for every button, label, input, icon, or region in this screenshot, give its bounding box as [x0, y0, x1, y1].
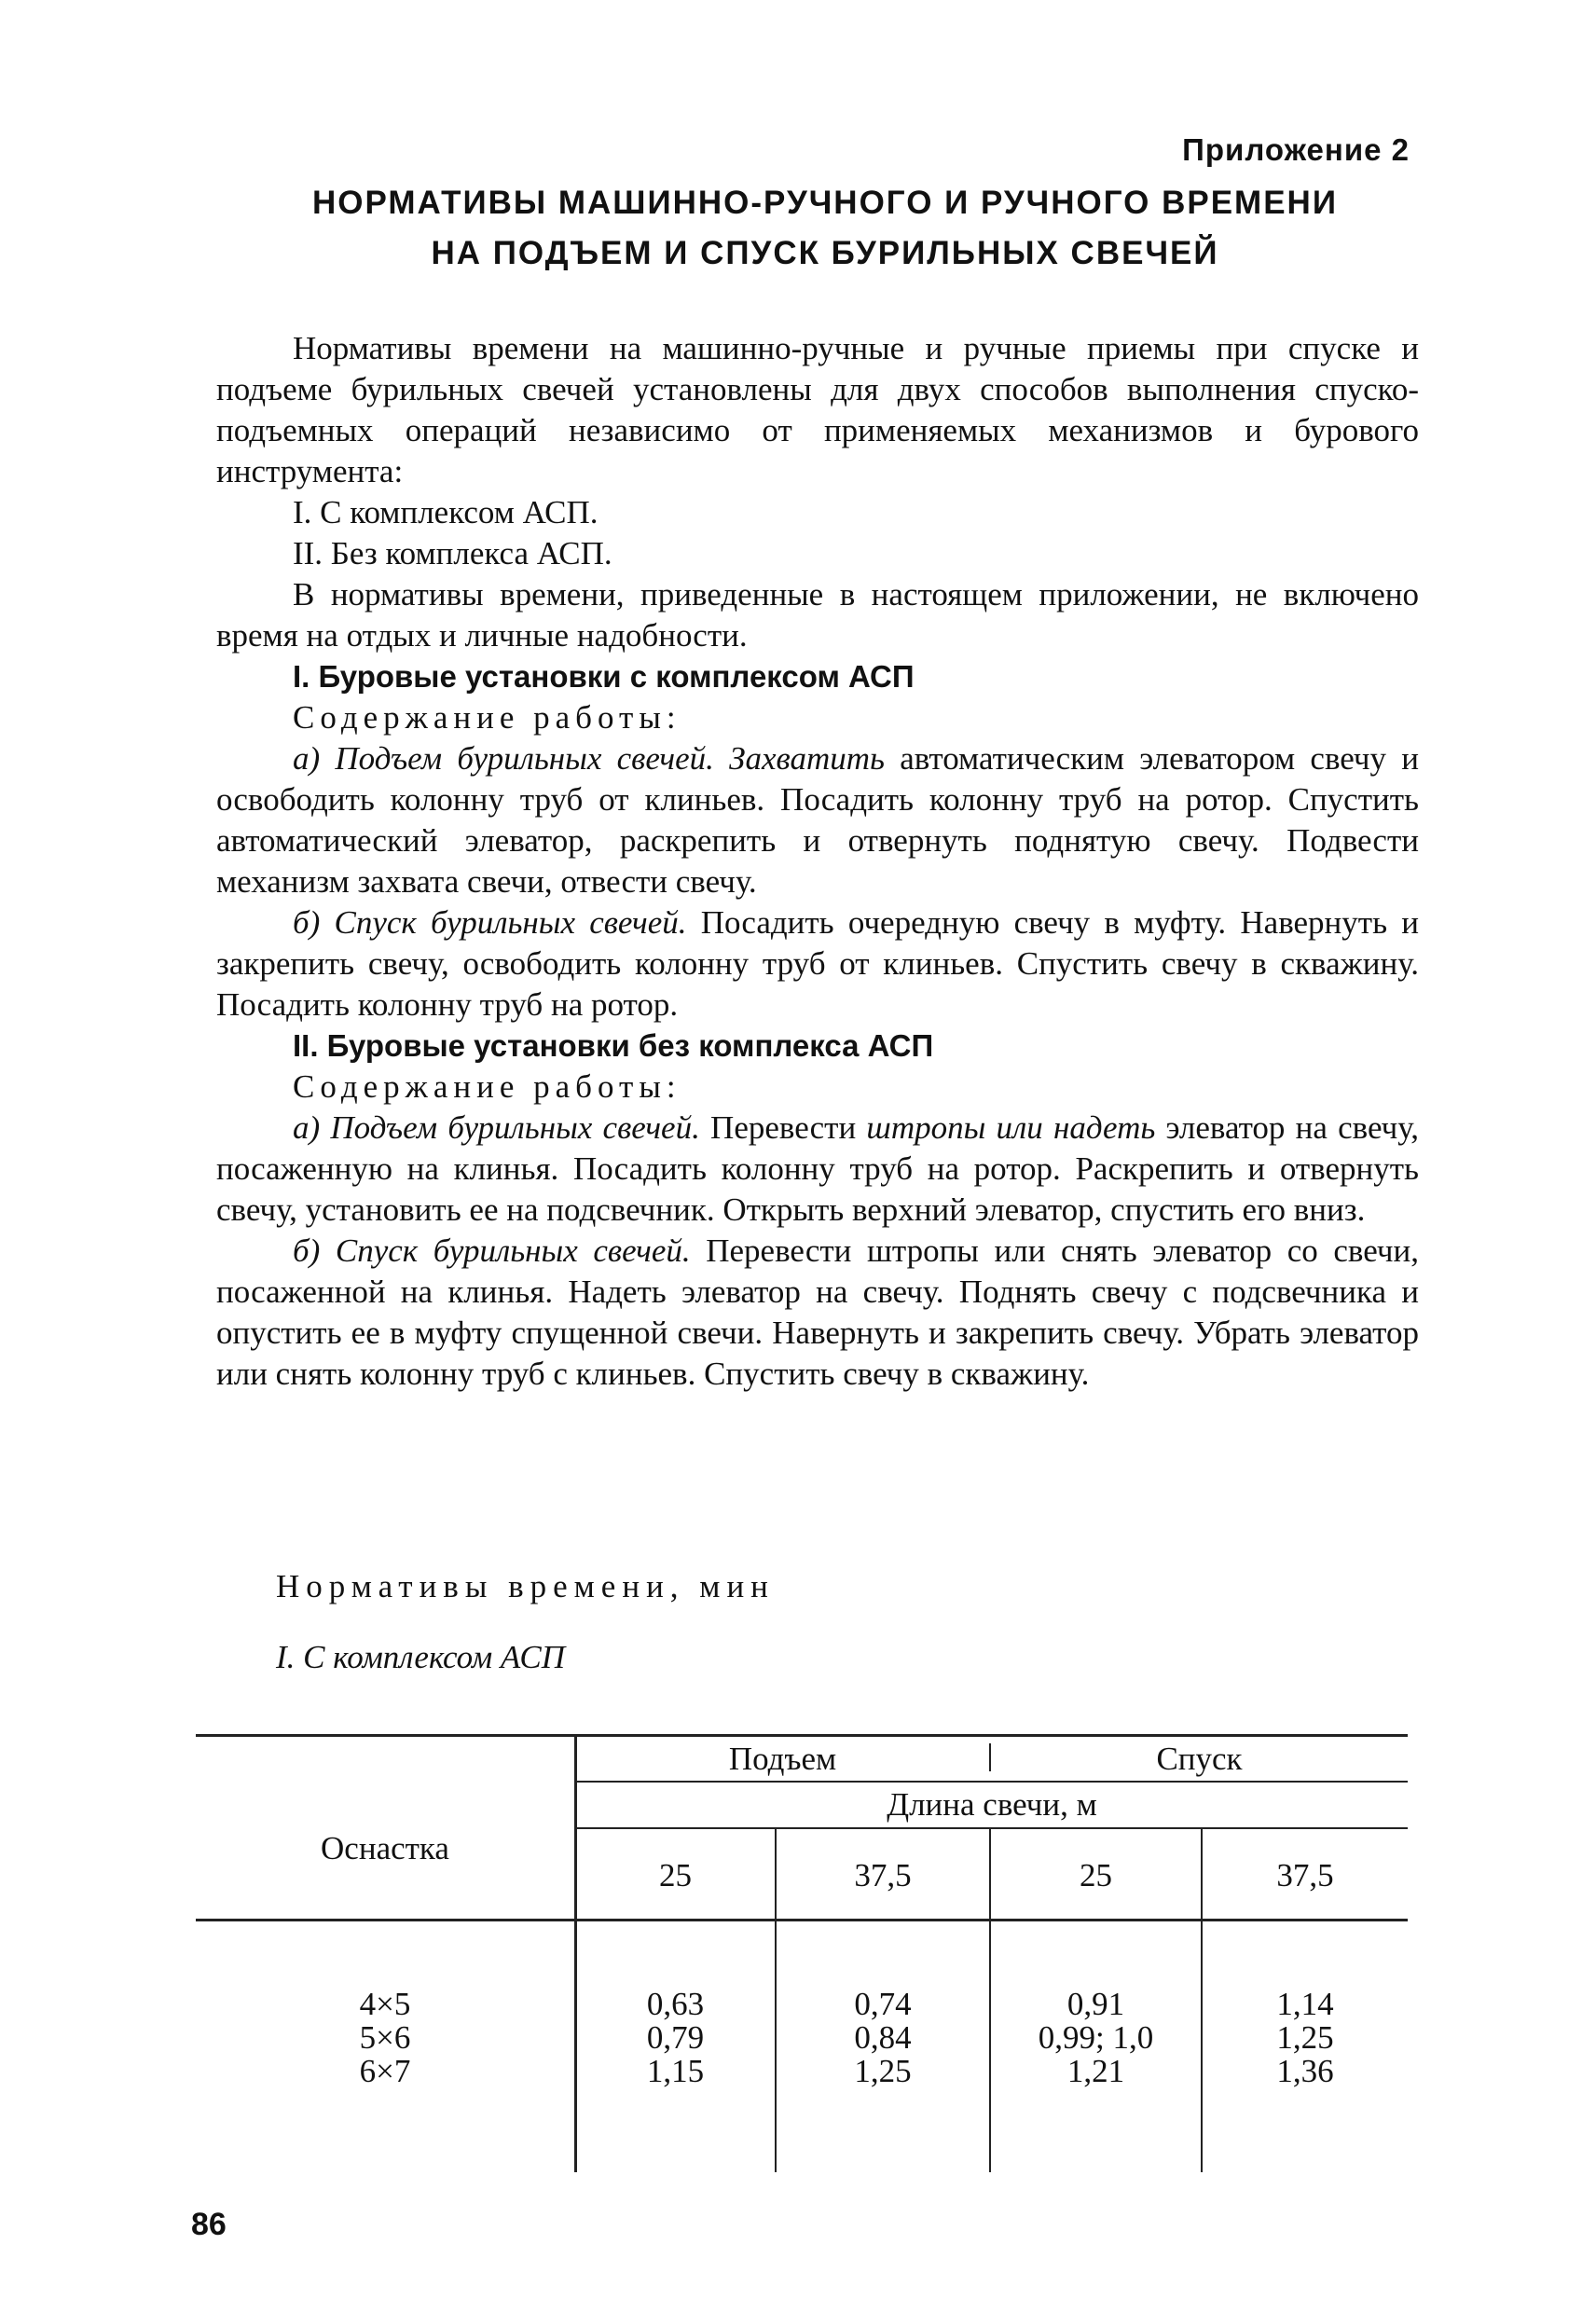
column-up-37 — [777, 1988, 989, 2088]
content-label: Содержание работы: — [293, 699, 681, 736]
cell-value: 1,14 — [1276, 1986, 1334, 2022]
column-osnastka — [196, 1988, 574, 2088]
body-text — [216, 328, 1419, 1395]
work-paragraph — [216, 738, 1419, 902]
page-title-line2: НА ПОДЪЕМ И СПУСК БУРИЛЬНЫХ СВЕЧЕЙ — [431, 235, 1219, 271]
work-label: а) Подъем бурильных свечей. — [293, 1109, 700, 1146]
col-header-osnastka: Оснастка — [321, 1830, 449, 1866]
section-heading: II. Буровые установки без комплекса АСП — [293, 1028, 934, 1063]
column-down-37 — [1203, 1988, 1408, 2088]
cell-value: 0,91 — [1066, 1986, 1125, 2022]
cell-value: 1,25 — [854, 2053, 912, 2089]
length-up-37: 37,5 — [854, 1857, 912, 1893]
work-text: Перевести — [710, 1109, 857, 1146]
work-text: Посадить очередную свечу в муфту. Навернуть и закрепить свечу, освободить колонну труб от клиньев. Спустить свечу в скважину. Посадить колонну труб на ротор. — [216, 904, 1419, 1023]
work-italic: штропы или надеть — [866, 1109, 1156, 1146]
work-verb: Захватить — [729, 740, 885, 777]
cell-value: 1,36 — [1276, 2053, 1334, 2089]
intro-list-item: II. Без комплекса АСП. — [293, 535, 612, 571]
table-header-rule — [196, 1919, 1408, 1921]
norms-subtitle: I. С комплексом АСП — [276, 1639, 566, 1675]
page-title-line1: НОРМАТИВЫ МАШИННО-РУЧНОГО И РУЧНОГО ВРЕМЕНИ — [312, 185, 1338, 221]
length-down-37: 37,5 — [1276, 1857, 1334, 1893]
group-header-up: Подъем — [728, 1741, 837, 1777]
table-rule — [576, 1827, 1408, 1829]
work-text: Перевести штропы или снять элеватор со свечи, посаженной на клинья. Надеть элеватор на свечу. Поднять свечу с подсвечника и опустить ее в муфту спущенной свечи. Навернуть и закрепить свечу. Убрать элеватор или снять колонну труб с клиньев. Спустить свечу в скважину. — [216, 1232, 1420, 1392]
work-paragraph — [216, 902, 1419, 1026]
cell-value: 0,74 — [854, 1986, 912, 2022]
table-top-rule — [196, 1734, 1408, 1737]
work-label: а) Подъем бурильных свечей. — [293, 740, 714, 777]
intro-paragraph: Нормативы времени на машинно-ручные и ручные приемы при спуске и подъеме бурильных свечей установлены для двух способов выполнения спуско-подъемных операций независимо от применяемых механизмов и бурового инструмента: — [216, 330, 1419, 489]
appendix-label: Приложение 2 — [1182, 132, 1410, 167]
cell-value: 0,79 — [646, 2019, 705, 2056]
cell-value: 0,63 — [646, 1986, 705, 2022]
cell-value: 0,84 — [854, 2019, 912, 2056]
content-label: Содержание работы: — [293, 1068, 681, 1105]
work-paragraph — [216, 1108, 1419, 1231]
page-number: 86 — [191, 2207, 227, 2242]
column-up-25 — [576, 1988, 775, 2088]
cell-value: 0,99; 1,0 — [1038, 2019, 1154, 2056]
cell-osnastka: 5×6 — [359, 2019, 411, 2056]
cell-osnastka: 6×7 — [359, 2053, 411, 2089]
norms-table — [196, 1734, 1408, 2172]
table-rule — [576, 1781, 1408, 1783]
group-header-down: Спуск — [1156, 1741, 1243, 1777]
intro-list-item: I. С комплексом АСП. — [293, 494, 598, 530]
column-down-25 — [991, 1988, 1201, 2088]
intro-paragraph: В нормативы времени, приведенные в настоящем приложении, не включено время на отдых и личные надобности. — [216, 576, 1419, 654]
cell-osnastka: 4×5 — [359, 1986, 411, 2022]
work-paragraph — [216, 1231, 1419, 1395]
work-text: элеватор на свечу, посаженную на клинья. Посадить колонну труб на ротор. Раскрепить и отвернуть свечу, установить ее на подсвечник. Открыть верхний элеватор, спустить его вниз. — [216, 1109, 1419, 1228]
work-label: б) Спуск бурильных свечей. — [293, 1232, 691, 1269]
norms-title: Нормативы времени, мин — [276, 1568, 775, 1604]
length-header: Длина свечи, м — [887, 1786, 1097, 1823]
cell-value: 1,15 — [646, 2053, 705, 2089]
cell-value: 1,25 — [1276, 2019, 1334, 2056]
length-down-25: 25 — [1080, 1857, 1112, 1893]
work-text: автоматическим элеватором свечу и освободить колонну труб от клиньев. Посадить колонну труб на ротор. Спустить автоматический элеватор, раскрепить и отвернуть поднятую свечу. Подвести механизм захвата свечи, отвести свечу. — [216, 740, 1420, 900]
work-label: б) Спуск бурильных свечей. — [293, 904, 687, 941]
length-up-25: 25 — [659, 1857, 692, 1893]
cell-value: 1,21 — [1066, 2053, 1125, 2089]
section-heading: I. Буровые установки с комплексом АСП — [293, 659, 915, 694]
